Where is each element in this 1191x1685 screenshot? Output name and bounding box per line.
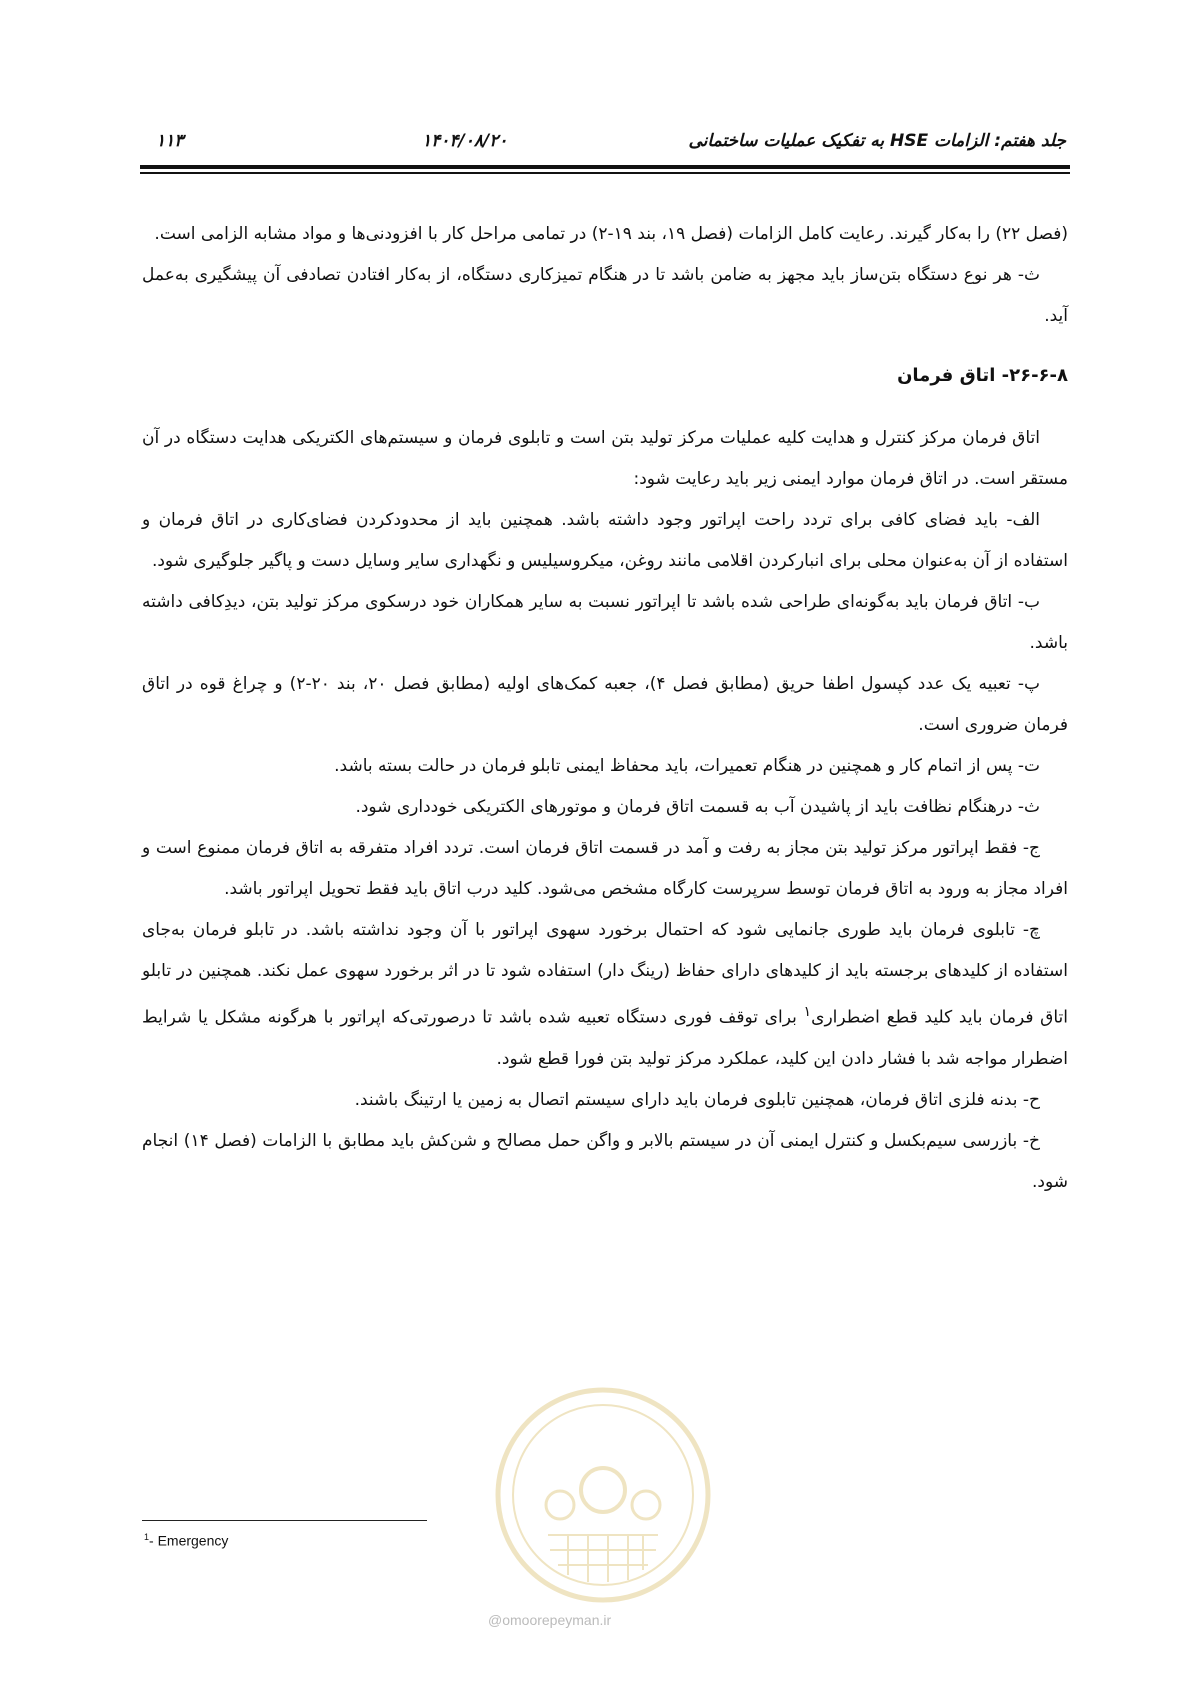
footnote-ref: ۱ [803, 1004, 812, 1020]
footnote [144, 1532, 228, 1549]
paragraph: پ- تعبیه یک عدد کپسول اطفا حریق (مطابق فصل ۴)، جعبه کمک‌های اولیه (مطابق فصل ۲۰، بند ۲۰-۲) و چراغ قوه در اتاق فرمان ضروری است. [142, 674, 1068, 735]
body-text [142, 214, 1068, 1203]
page-number: ۱۱۳ [156, 131, 184, 151]
footnote-text: - Emergency [149, 1532, 229, 1549]
paragraph: ح- بدنه فلزی اتاق فرمان، همچنین تابلوی فرمان باید دارای سیستم اتصال به زمین یا ارتینگ باشند. [354, 1089, 1040, 1110]
footnote-separator [142, 1520, 427, 1521]
paragraph: خ- بازرسی سیم‌بکسل و کنترل ایمنی آن در سیستم بالابر و واگن حمل مصالح و شن‌کش باید مطابق با الزامات (فصل ۱۴) انجام شود. [142, 1130, 1068, 1192]
paragraph: ث- درهنگام نظافت باید از پاشیدن آب به قسمت اتاق فرمان و موتورهای الکتریکی خودداری شود. [355, 797, 1040, 817]
paragraph [142, 910, 1068, 1080]
paragraph-part: برای توقف فوری دستگاه تعبیه شده باشد تا درصورتی‌که اپراتور با هرگونه مشکل یا شرایط اضطرار مواجه شد با فشار دادن این کلید، عملکرد مرکز تولید بتن فورا قطع شود. [142, 1007, 1068, 1069]
watermark-logo [478, 1370, 728, 1620]
watermark-url: @omoorepeyman.ir [488, 1612, 612, 1628]
paragraph-part: چ- تابلوی فرمان باید طوری جانمایی شود که احتمال برخورد سهوی اپراتور با آن وجود نداشته باشد. در تابلو فرمان به‌جای استفاده از کلیدهای برجسته باید از کلیدهای دارای حفاظ (رینگ دار) استفاده شود تا در اثر برخورد سهوی عمل نکند. همچنین در تابلو اتاق فرمان باید کلید قطع اضطراری [142, 920, 1068, 1028]
footnote-marker: 1 [144, 1532, 150, 1542]
header-rule-thick [140, 165, 1070, 169]
section-heading: ۲۶-۶-۸- اتاق فرمان [897, 365, 1068, 386]
paragraph: الف- باید فضای کافی برای تردد راحت اپراتور وجود داشته باشد. همچنین باید از محدودکردن فضای‌کاری در اتاق فرمان و استفاده از آن به‌عنوان محلی برای انبارکردن اقلامی مانند روغن، میکروسیلیس و نگهداری سایر وسایل دست و پاگیر جلوگیری شود. [142, 510, 1068, 571]
paragraph: ب- اتاق فرمان باید به‌گونه‌ای طراحی شده باشد تا اپراتور نسبت به سایر همکاران خود درسکوی مرکز تولید بتن، دیدِکافی داشته باشد. [142, 592, 1068, 653]
book-title: جلد هفتم: الزامات HSE به تفکیک عملیات ساختمانی [688, 131, 1066, 151]
paragraph: اتاق فرمان مرکز کنترل و هدایت کلیه عملیات مرکز تولید بتن است و تابلوی فرمان و سیستم‌های الکتریکی هدایت دستگاه در آن مستقر است. در اتاق فرمان موارد ایمنی زیر باید رعایت شود: [142, 428, 1068, 489]
header-rule-thin [140, 172, 1070, 174]
paragraph: ت- پس از اتمام کار و همچنین در هنگام تعمیرات، باید محفاظ ایمنی تابلو فرمان در حالت بسته باشد. [334, 756, 1040, 776]
paragraph: (فصل ۲۲) را به‌کار گیرند. رعایت کامل الزامات (فصل ۱۹، بند ۱۹-۲) در تمامی مراحل کار با افزودنی‌ها و مواد مشابه الزامی است. [154, 224, 1068, 244]
paragraph: ج- فقط اپراتور مرکز تولید بتن مجاز به رفت و آمد در قسمت اتاق فرمان است. تردد افراد متفرقه به اتاق فرمان ممنوع است و افراد مجاز به ورود به اتاق فرمان توسط سرپرست کارگاه مشخص می‌شود. کلید درب اتاق باید فقط تحویل اپراتور باشد. [142, 838, 1068, 899]
page-header [140, 127, 1070, 163]
paragraph: ث- هر نوع دستگاه بتن‌ساز باید مجهز به ضامن باشد تا در هنگام تمیزکاری دستگاه، از به‌کار افتادن تصادفی آن پیشگیری به‌عمل آید. [142, 265, 1068, 326]
header-date: ۱۴۰۴/۰۸/۲۰ [422, 131, 508, 151]
